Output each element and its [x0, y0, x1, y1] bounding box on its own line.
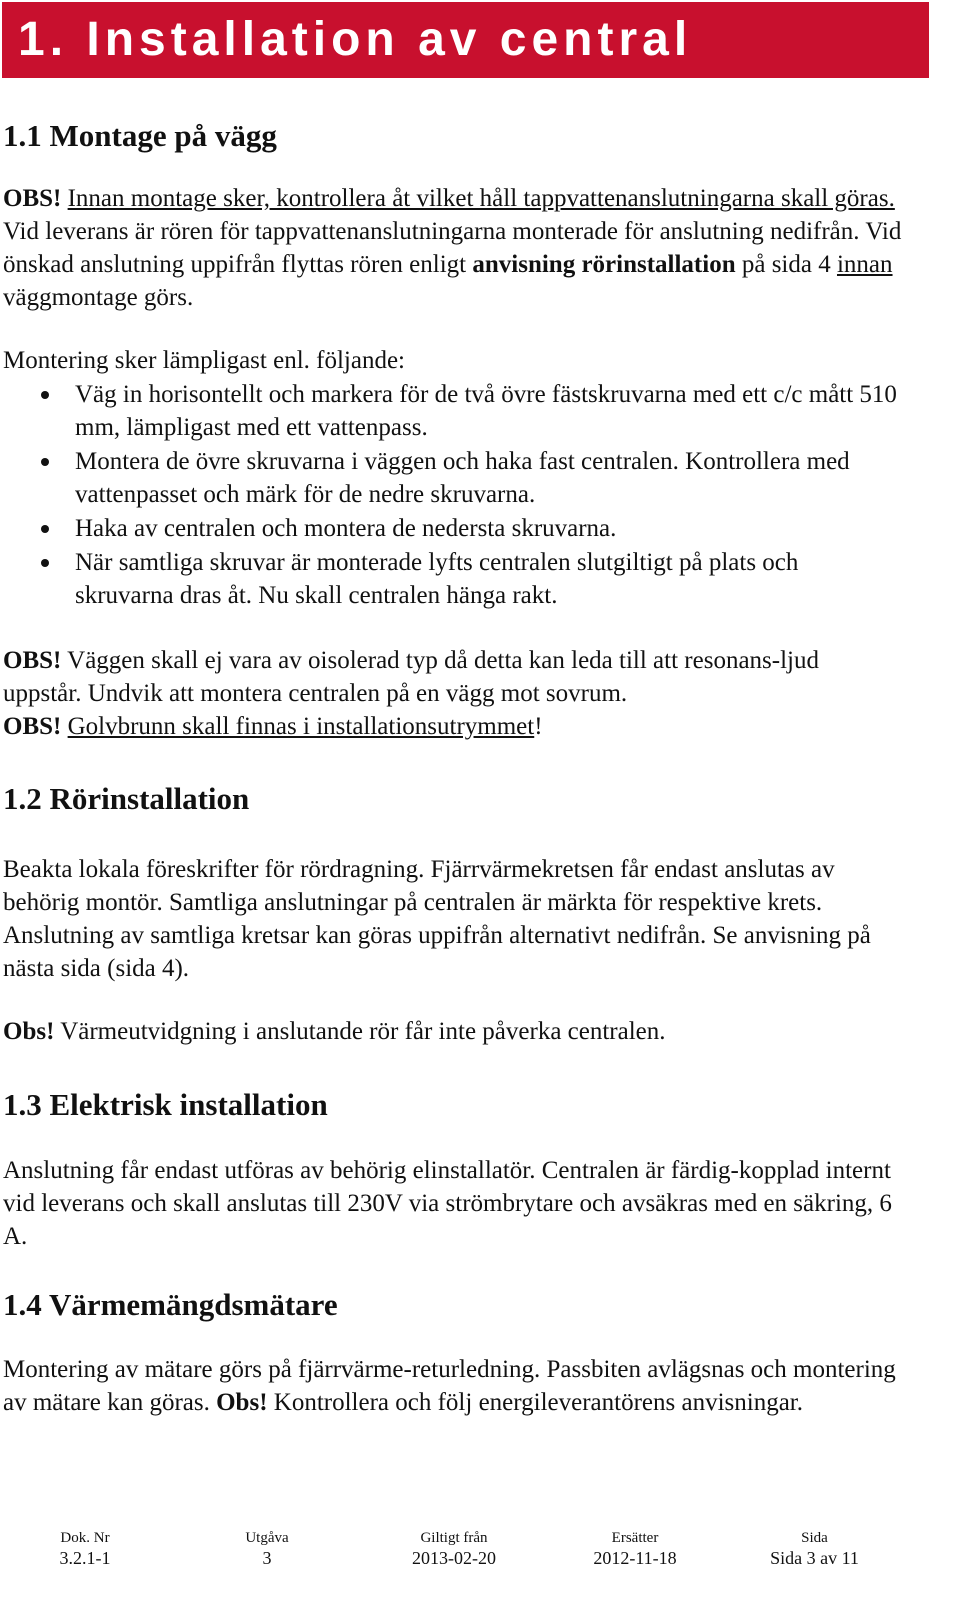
- note-text-1: Vid leverans är rören för tappvattenanslutningarna monterade för anslutning nedifrån. Vid önskad anslutning uppifrån flyttas rören enligt: [3, 218, 902, 278]
- document-footer: [0, 1528, 960, 1578]
- meter-paragraph: Montering av mätare görs på fjärrvärme-returledning. Passbiten avlägsnas och montering av mätare kan göras. Obs! Kontrollera och följ energileverantörens anvisningar.: [3, 1356, 896, 1416]
- section-heading-1-3: 1.3 Elektrisk installation: [3, 1087, 328, 1122]
- obs-label: OBS!: [3, 647, 62, 674]
- procedure-list: [3, 378, 903, 613]
- obs-label: Obs!: [3, 1018, 55, 1045]
- pipe-installation-paragraph: Beakta lokala föreskrifter för rördragning. Fjärrvärmekretsen får endast anslutas av behörig montör. Samtliga anslutningar på centralen är märkta för respektive krets. Anslutning av samtliga kretsar kan göras uppifrån alternativt nedifrån. Se anvisning på nästa sida (sida 4).: [3, 856, 871, 982]
- drain-requirement: Golvbrunn skall finnas i installationsutrymmet: [67, 713, 535, 740]
- list-item: Haka av centralen och montera de nedersta skruvarna.: [3, 512, 903, 545]
- wall-warning-text: Väggen skall ej vara av oisolerad typ då detta kan leda till att resonans-ljud uppstår. Undvik att montera centralen på en vägg mot sovrum.: [3, 647, 819, 707]
- chapter-banner: [2, 2, 929, 78]
- wall-warning-paragraph: OBS! Väggen skall ej vara av oisolerad typ då detta kan leda till att resonans-ljud uppstår. Undvik att montera centralen på en vägg mot sovrum. OBS! Golvbrunn skall finnas i installationsutrymmet!: [3, 647, 819, 740]
- obs-label: Obs!: [216, 1389, 268, 1416]
- section-heading-1-1: 1.1 Montage på vägg: [3, 118, 277, 153]
- chapter-title: 1. Installation av central: [18, 13, 693, 66]
- section-heading-1-2: 1.2 Rörinstallation: [3, 781, 250, 816]
- section-heading-1-4: 1.4 Värmemängdsmätare: [3, 1287, 338, 1322]
- list-item: Väg in horisontellt och markera för de två övre fästskruvarna med ett c/c mått 510 mm, lämpligast med ett vattenpass.: [3, 378, 903, 444]
- expansion-note: Obs! Värmeutvidgning i anslutande rör får inte påverka centralen.: [3, 1018, 666, 1045]
- mounting-note-paragraph: [3, 182, 903, 314]
- note-text-2: på sida 4: [735, 251, 837, 278]
- obs-label: OBS!: [3, 713, 62, 740]
- obs-label: OBS!: [3, 185, 62, 212]
- footer-doc-nr: Dok. Nr 3.2.1-1: [59, 1530, 111, 1568]
- bold-reference: anvisning rörinstallation: [472, 251, 736, 278]
- underlined-innan: innan: [836, 251, 893, 278]
- bullet-icon: [41, 458, 49, 466]
- bullet-icon: [41, 525, 49, 533]
- footer-valid-from: Giltigt från 2013-02-20: [412, 1530, 496, 1568]
- footer-replaces: Ersätter 2012-11-18: [593, 1530, 677, 1568]
- list-item: När samtliga skruvar är monterade lyfts centralen slutgiltigt på plats och skruvarna dras åt. Nu skall centralen hänga rakt.: [3, 546, 903, 612]
- footer-page: Sida Sida 3 av 11: [770, 1530, 859, 1568]
- bullet-icon: [41, 559, 49, 567]
- electrical-paragraph: Anslutning får endast utföras av behörig elinstallatör. Centralen är färdig-kopplad internt vid leverans och skall anslutas till 230V via strömbrytare och avsäkras med en säkring, 6 A.: [3, 1157, 892, 1250]
- bullet-icon: [41, 391, 49, 399]
- footer-edition: Utgåva 3: [245, 1530, 289, 1568]
- procedure-intro: Montering sker lämpligast enl. följande:: [3, 347, 405, 374]
- list-item: Montera de övre skruvarna i väggen och haka fast centralen. Kontrollera med vattenpasset och märk för de nedre skruvarna.: [3, 445, 903, 511]
- underlined-note: Innan montage sker, kontrollera åt vilket håll tappvattenanslutningarna skall göras.: [67, 185, 895, 212]
- note-text-3: väggmontage görs.: [3, 284, 194, 311]
